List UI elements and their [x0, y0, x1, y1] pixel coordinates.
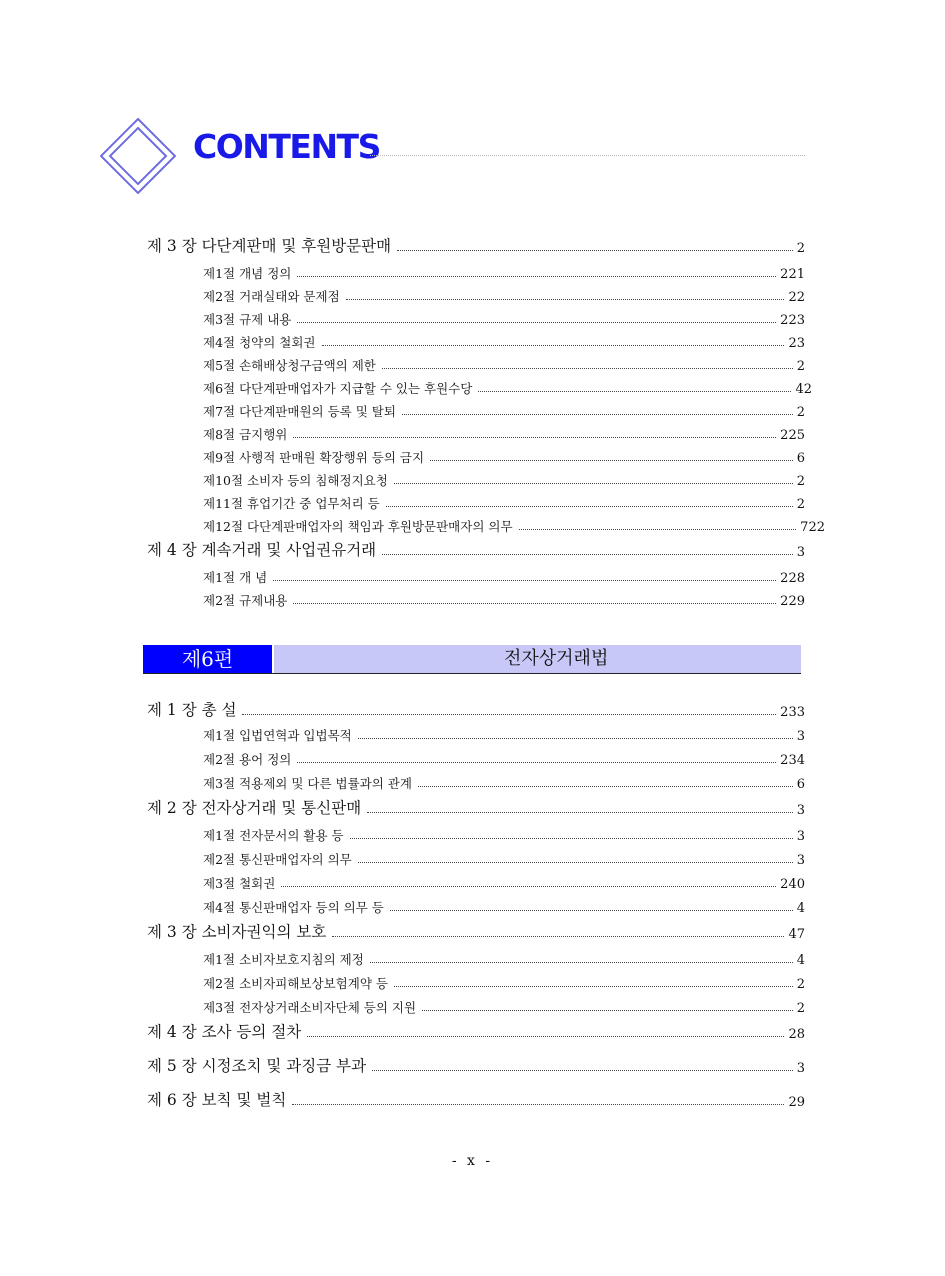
toc-chapter	[147, 538, 805, 560]
part-underline	[143, 673, 801, 674]
dot-leader	[390, 910, 793, 911]
toc-section	[203, 746, 805, 768]
dot-leader	[297, 762, 776, 763]
dot-leader	[273, 580, 776, 581]
toc-section	[203, 444, 805, 466]
toc-section-page: 229	[780, 594, 805, 609]
toc-section	[203, 946, 805, 968]
toc-chapter-label: 제 6 장 보칙 및 벌칙	[147, 1091, 287, 1109]
toc-chapter-label: 제 2 장 전자상거래 및 통신판매	[147, 799, 362, 817]
dot-leader	[422, 1010, 793, 1011]
toc-chapter	[147, 1088, 805, 1110]
toc-section-page: 6	[796, 777, 805, 792]
toc-section	[203, 352, 805, 374]
toc-section	[203, 970, 805, 992]
toc-section-page: 221	[780, 267, 805, 282]
toc-chapter-label: 제 3 장 다단계판매 및 후원방문판매	[147, 237, 392, 255]
dot-leader	[292, 1104, 784, 1105]
toc-section-label: 제7절 다단계판매원의 등록 및 탈퇴	[203, 404, 396, 419]
toc-section-page: 234	[780, 753, 805, 768]
toc-section	[203, 467, 805, 489]
dot-leader	[370, 962, 793, 963]
dot-leader	[394, 986, 793, 987]
toc-chapter	[147, 1054, 805, 1076]
dot-leader	[350, 838, 793, 839]
toc-chapter-label: 제 5 장 시정조치 및 과징금 부과	[147, 1057, 367, 1075]
toc-chapter-label: 제 3 장 소비자권익의 보호	[147, 923, 327, 941]
toc-section-label: 제1절 개 념	[203, 570, 268, 585]
toc-section	[203, 329, 805, 351]
toc-section	[203, 260, 805, 282]
toc-section-label: 제8절 금지행위	[203, 427, 288, 442]
toc-section	[203, 870, 805, 892]
toc-section-page: 2	[796, 405, 805, 420]
toc-section	[203, 490, 805, 512]
dot-leader	[478, 391, 791, 392]
toc-section-label: 제2절 규제내용	[203, 593, 288, 608]
toc-chapter	[147, 234, 805, 256]
toc-section	[203, 994, 805, 1016]
toc-chapter-page: 3	[796, 803, 805, 818]
toc-section-page: 2	[796, 497, 805, 512]
toc-section-label: 제9절 사행적 판매원 확장행위 등의 금지	[203, 450, 425, 465]
dot-leader	[430, 460, 793, 461]
toc-section-page: 4	[796, 953, 805, 968]
part-name: 전자상거래법	[274, 645, 801, 673]
toc-section-label: 제12절 다단계판매업자의 책임과 후원방문판매자의 의무	[203, 519, 513, 534]
toc-section-label: 제11절 휴업기간 중 업무처리 등	[203, 496, 380, 511]
dot-leader	[297, 322, 776, 323]
toc-section	[203, 564, 805, 586]
toc-section	[203, 587, 805, 609]
dot-leader	[332, 936, 784, 937]
toc-section-label: 제2절 통신판매업자의 의무	[203, 852, 352, 867]
toc-section-page: 2	[796, 359, 805, 374]
toc-section	[203, 822, 805, 844]
toc-section-label: 제2절 소비자피해보상보험계약 등	[203, 976, 388, 991]
toc-section-page: 3	[796, 729, 805, 744]
toc-chapter-label: 제 4 장 계속거래 및 사업권유거래	[147, 541, 377, 559]
toc-chapter	[147, 796, 805, 818]
toc-section-page: 240	[780, 877, 805, 892]
toc-chapter	[147, 698, 805, 720]
dot-leader	[242, 714, 776, 715]
toc-section-label: 제1절 입법연혁과 입법목적	[203, 728, 352, 743]
toc-section-label: 제2절 거래실태와 문제점	[203, 289, 340, 304]
dot-leader	[358, 862, 793, 863]
toc-section	[203, 283, 805, 305]
dot-leader	[386, 506, 793, 507]
toc-chapter	[147, 1020, 805, 1042]
toc-section-page: 223	[780, 313, 805, 328]
toc-section	[203, 770, 805, 792]
title-divider	[370, 155, 805, 156]
toc-section-page: 228	[780, 571, 805, 586]
dot-leader	[297, 276, 776, 277]
toc-section-label: 제3절 규제 내용	[203, 312, 292, 327]
toc-chapter-label: 제 1 장 총 설	[147, 701, 237, 719]
toc-section-label: 제6절 다단계판매업자가 지급할 수 있는 후원수당	[203, 381, 473, 396]
toc-chapter-label: 제 4 장 조사 등의 절차	[147, 1023, 302, 1041]
toc-section-page: 2	[796, 977, 805, 992]
toc-section-page: 3	[796, 853, 805, 868]
toc-section-label: 제10절 소비자 등의 침해정지요청	[203, 473, 388, 488]
toc-chapter-page: 233	[780, 705, 805, 720]
toc-chapter-page: 2	[796, 241, 805, 256]
toc-section	[203, 894, 805, 916]
dot-leader	[293, 603, 776, 604]
toc-section-page: 2	[796, 1001, 805, 1016]
toc-section-label: 제4절 청약의 철회권	[203, 335, 316, 350]
toc-section-label: 제3절 철회권	[203, 876, 276, 891]
toc-section-label: 제1절 소비자보호지침의 제정	[203, 952, 364, 967]
toc-chapter	[147, 920, 805, 942]
toc-section-label: 제4절 통신판매업자 등의 의무 등	[203, 900, 384, 915]
toc-section-page: 2	[796, 474, 805, 489]
dot-leader	[281, 886, 776, 887]
toc-section-label: 제5절 손해배상청구금액의 제한	[203, 358, 376, 373]
dot-leader	[293, 437, 776, 438]
dot-leader	[358, 738, 793, 739]
diamond-icon	[100, 118, 176, 194]
toc-chapter-page: 3	[796, 545, 805, 560]
toc-section-page: 42	[795, 382, 812, 397]
toc-section-page: 23	[788, 336, 805, 351]
toc-section	[203, 398, 805, 420]
toc-chapter-page: 29	[788, 1095, 805, 1110]
dot-leader	[367, 812, 793, 813]
toc-section	[203, 306, 805, 328]
toc-section-page: 22	[788, 290, 805, 305]
part-number: 제6편	[143, 645, 272, 673]
toc-section	[203, 513, 825, 535]
toc-section-label: 제2절 용어 정의	[203, 752, 292, 767]
toc-section-label: 제1절 전자문서의 활용 등	[203, 828, 344, 843]
toc-section-label: 제3절 전자상거래소비자단체 등의 지원	[203, 1000, 417, 1015]
toc-section-label: 제3절 적용제외 및 다른 법률과의 관계	[203, 776, 412, 791]
toc-section-page: 3	[796, 829, 805, 844]
dot-leader	[382, 554, 793, 555]
toc-section-page: 225	[780, 428, 805, 443]
toc-section	[203, 421, 805, 443]
toc-section	[203, 375, 812, 397]
toc-chapter-page: 3	[796, 1061, 805, 1076]
dot-leader	[402, 414, 793, 415]
toc-section-page: 722	[800, 520, 825, 535]
dot-leader	[519, 529, 797, 530]
part-banner	[143, 645, 801, 673]
toc-section	[203, 722, 805, 744]
contents-title: CONTENTS	[193, 127, 380, 166]
dot-leader	[382, 368, 793, 369]
toc-section	[203, 846, 805, 868]
dot-leader	[322, 345, 785, 346]
page-number: - x -	[451, 1153, 494, 1169]
toc-chapter-page: 47	[788, 927, 805, 942]
dot-leader	[346, 299, 785, 300]
toc-section-label: 제1절 개념 정의	[203, 266, 292, 281]
dot-leader	[397, 250, 793, 251]
toc-section-page: 4	[796, 901, 805, 916]
dot-leader	[307, 1036, 784, 1037]
toc-section-page: 6	[796, 451, 805, 466]
dot-leader	[394, 483, 793, 484]
toc-chapter-page: 28	[788, 1027, 805, 1042]
dot-leader	[372, 1070, 793, 1071]
dot-leader	[418, 786, 793, 787]
